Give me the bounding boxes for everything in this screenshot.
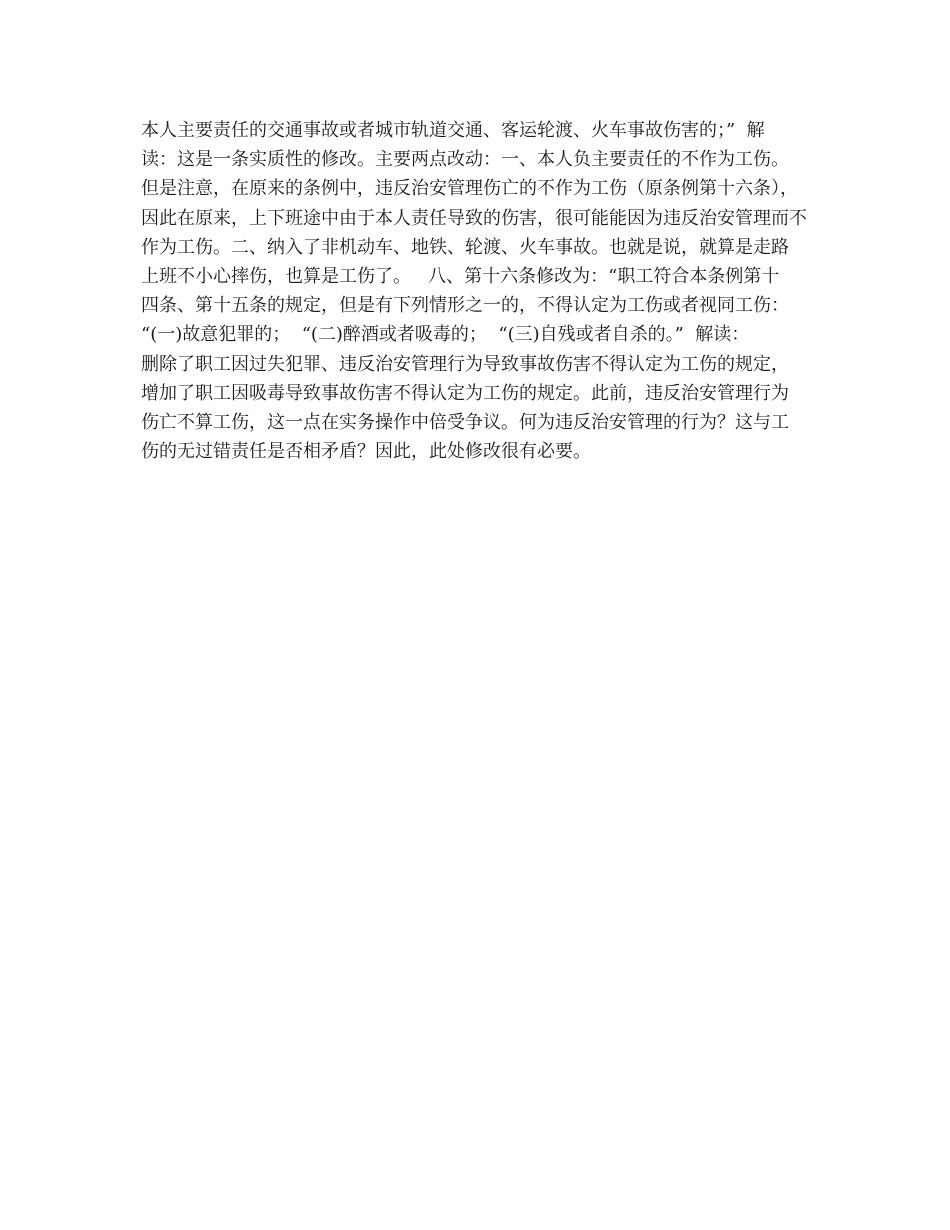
text-line-12: 伤的无过错责任是否相矛盾？因此，此处修改很有必要。 [141,441,591,463]
text-line-9: 删除了职工因过失犯罪、违反治安管理行为导致事故伤害不得认定为工伤的规定， [141,353,789,375]
text-line-8: “(一)故意犯罪的； “(二)醉酒或者吸毒的； “(三)自残或者自杀的。” 解读： [141,324,750,346]
text-line-4: 因此在原来，上下班途中由于本人责任导致的伤害，很可能能因为违反治安管理而不 [141,207,807,229]
text-line-10: 增加了职工因吸毒导致事故伤害不得认定为工伤的规定。此前，违反治安管理行为 [141,382,789,404]
text-line-2: 读：这是一条实质性的修改。主要两点改动：一、本人负主要责任的不作为工伤。 [141,149,789,171]
text-line-6: 上班不小心摔伤，也算是工伤了。 八、第十六条修改为：“职工符合本条例第十 [141,265,780,287]
text-line-3: 但是注意，在原来的条例中，违反治安管理伤亡的不作为工伤（原条例第十六条）， [141,178,798,200]
text-line-7: 四条、第十五条的规定，但是有下列情形之一的，不得认定为工伤或者视同工伤： [141,295,789,317]
body-paragraph [141,116,831,466]
text-line-11: 伤亡不算工伤，这一点在实务操作中倍受争议。何为违反治安管理的行为？这与工 [141,411,789,433]
text-line-1: 本人主要责任的交通事故或者城市轨道交通、客运轮渡、火车事故伤害的；” 解 [141,120,765,141]
text-line-5: 作为工伤。二、纳入了非机动车、地铁、轮渡、火车事故。也就是说，就算是走路 [141,236,789,258]
